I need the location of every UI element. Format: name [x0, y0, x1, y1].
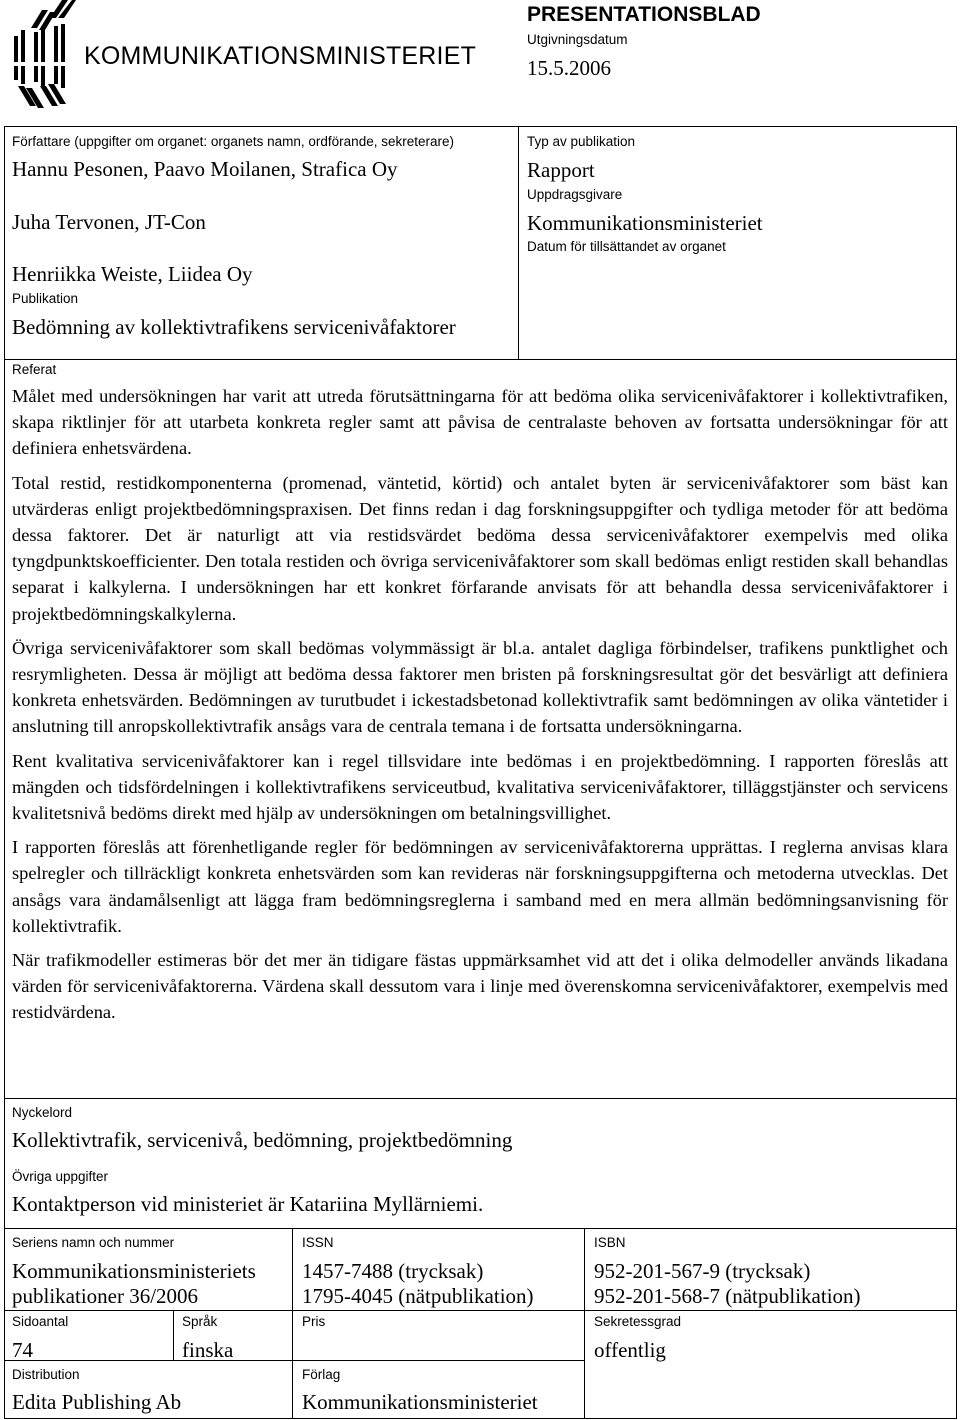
divider	[4, 1310, 957, 1311]
abstract-paragraph: Övriga servicenivåfaktorer som skall bedömas volymmässigt är bl.a. antalet dagliga förbindelser, trafikens punktlighet och resrymligheten. Dessa är möjligt att bedöma dessa faktorer men bristen på forskningsresultat gör det besvärligt att definiera konkreta enhetsvärden. Bedömningen av turutbudet i ickestadsbetonad kollektivtrafik samt bedömningen av olika väntetider i anslutning till anropskollektivtrafik ansågs vara de centrala temana i de fortsatta undersökningarna.	[12, 637, 948, 737]
keywords-label: Nyckelord	[12, 1105, 73, 1120]
commissioner-label: Uppdragsgivare	[527, 187, 623, 202]
publisher-label: Förlag	[302, 1367, 341, 1382]
publication-type-label: Typ av publikation	[527, 134, 636, 149]
author-line: Henriikka Weiste, Liidea Oy	[12, 262, 253, 286]
author-line: Juha Tervonen, JT-Con	[12, 210, 206, 234]
isbn-value: 952-201-567-9 (trycksak)	[594, 1259, 811, 1283]
divider	[292, 1228, 293, 1419]
publication-date-label: Utgivningsdatum	[527, 32, 628, 47]
publication-date-value: 15.5.2006	[527, 56, 611, 80]
divider	[518, 126, 519, 359]
divider	[584, 1228, 585, 1419]
other-info-label: Övriga uppgifter	[12, 1169, 109, 1184]
divider	[4, 1098, 957, 1099]
publication-label: Publikation	[12, 291, 79, 306]
keywords-value: Kollektivtrafik, servicenivå, bedömning, projektbedömning	[12, 1128, 513, 1152]
publication-type-value: Rapport	[527, 158, 595, 182]
authors-label: Författare (uppgifter om organet: organets namn, ordförande, sekreterare)	[12, 134, 454, 149]
issn-value: 1795-4045 (nätpublikation)	[302, 1284, 534, 1308]
ministry-logo	[10, 0, 76, 110]
distribution-label: Distribution	[12, 1367, 80, 1382]
abstract-label: Referat	[12, 362, 57, 377]
distribution-value: Edita Publishing Ab	[12, 1390, 182, 1414]
isbn-value: 952-201-568-7 (nätpublikation)	[594, 1284, 861, 1308]
divider	[4, 359, 957, 360]
pages-label: Sidoantal	[12, 1314, 69, 1329]
ministry-name: KOMMUNIKATIONSMINISTERIET	[84, 42, 477, 70]
abstract-paragraph: När trafikmodeller estimeras bör det mer än tidigare fästas uppmärksamhet vid att det i olika delmodeller används likadana värden för servicenivåfaktorerna. Värdena skall dessutom vara i linje med överenskomna servicenivåfaktorer, exempelvis med restidvärdena.	[12, 950, 948, 1023]
other-info-value: Kontaktperson vid ministeriet är Katariina Myllärniemi.	[12, 1192, 484, 1216]
author-line: Hannu Pesonen, Paavo Moilanen, Strafica Oy	[12, 157, 398, 181]
series-label: Seriens namn och nummer	[12, 1235, 175, 1250]
price-label: Pris	[302, 1314, 326, 1329]
issn-value: 1457-7488 (trycksak)	[302, 1259, 484, 1283]
secrecy-value: offentlig	[594, 1338, 666, 1362]
abstract-paragraph: I rapporten föreslås att förenhetligande regler för bedömningen av servicenivåfaktorerna upprättas. I reglerna anvisas klara spelregler och tillräckligt konkreta enhetsvärden som kan revideras när forskningsuppgifterna och metoderna utvecklas. Det ansågs vara ändamålsenligt att lägga fram bedömningsreglerna i samband med en mera allmän bedömningsanvisning för kollektivtrafik.	[12, 837, 948, 936]
abstract-body	[12, 383, 948, 1034]
abstract-paragraph: Rent kvalitativa servicenivåfaktorer kan i regel tillsvidare inte bedömas i en projektbedömning. I rapporten föreslås att mängden och tidsfördelningen i kollektivtrafikens serviceutbud, kvalitativa servicenivåfaktorer, tilläggstjänster och servicens kvalitetsnivå bedöms direkt med hjälp av undersökningen om betalningsvillighet.	[12, 750, 948, 824]
divider	[173, 1310, 174, 1360]
language-value: finska	[182, 1338, 234, 1362]
abstract-paragraph: Total restid, restidkomponenterna (promenad, väntetid, körtid) och antalet byten är servicenivåfaktorer som bäst kan utvärderas enligt projektbedömningspraxisen. Det finns redan i dag forskningsuppgifter och tydliga metoder för att bedöma dessa faktorer. Det är naturligt att via restidsvärdet bedöma dessa servicenivåfaktorer exempelvis med olika tyngdpunktskoefficienter. Den totala restiden och övriga servicenivåfaktorer som skall bedömas enligt restiden skall behandlas separat i kalkylerna. I undersökningen har ett konkret förfarande anvisats för att behandla dessa servicenivåfaktorer i projektbedömningskalkylerna.	[12, 472, 948, 624]
language-label: Språk	[182, 1314, 218, 1329]
series-value: publikationer 36/2006	[12, 1284, 199, 1308]
appointment-date-label: Datum för tillsättandet av organet	[527, 239, 726, 254]
publisher-value: Kommunikationsministeriet	[302, 1390, 538, 1414]
commissioner-value: Kommunikationsministeriet	[527, 211, 763, 235]
issn-label: ISSN	[302, 1235, 334, 1250]
isbn-label: ISBN	[594, 1235, 626, 1250]
divider	[4, 1360, 584, 1361]
document-type-title: PRESENTATIONSBLAD	[527, 3, 761, 26]
secrecy-label: Sekretessgrad	[594, 1314, 682, 1329]
pages-value: 74	[12, 1338, 33, 1362]
publication-title: Bedömning av kollektivtrafikens servicenivåfaktorer	[12, 315, 456, 339]
abstract-paragraph: Målet med undersökningen har varit att utreda förutsättningarna för att bedöma olika servicenivåfaktorer i kollektivtrafiken, skapa riktlinjer för att utarbeta konkreta regler samt att påvisa de centralaste behoven av fortsatta undersökningar för att definiera enhetsvärdena.	[12, 386, 948, 459]
divider	[4, 1228, 957, 1229]
series-value: Kommunikationsministeriets	[12, 1259, 256, 1283]
